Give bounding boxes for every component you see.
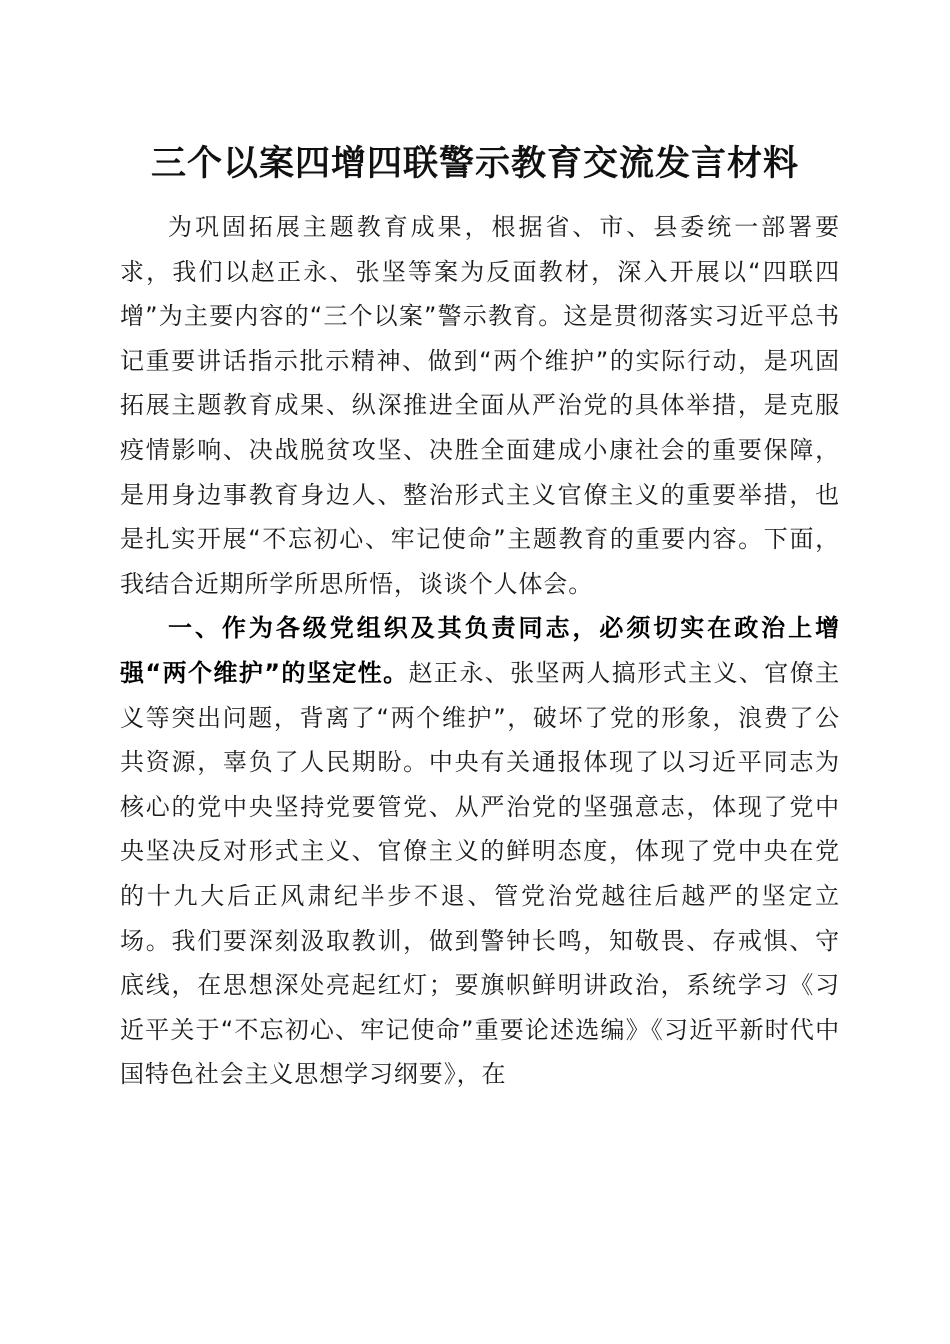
paragraph-intro [120, 205, 840, 606]
paragraph-section-one [120, 606, 840, 1097]
document-body [120, 205, 840, 1097]
document-title: 三个以案四增四联警示教育交流发言材料 [150, 143, 799, 184]
paragraph-intro-text: 为巩固拓展主题教育成果，根据省、市、县委统一部署要求，我们以赵正永、张坚等案为反面教材，深入开展以“四联四增”为主要内容的“三个以案”警示教育。这是贯彻落实习近平总书记重要讲话指示批示精神、做到“两个维护”的实际行动，是巩固拓展主题教育成果、纵深推进全面从严治党的具体举措，是克服疫情影响、决战脱贫攻坚、决胜全面建成小康社会的重要保障，是用身边事教育身边人、整治形式主义官僚主义的重要举措，也是扎实开展“不忘初心、牢记使命”主题教育的重要内容。下面，我结合近期所学所思所悟，谈谈个人体会。 [120, 213, 840, 598]
section-one-heading: 一、作为各级党组织及其负责同志，必须切实在政治上增强“两个维护”的坚定性。 [120, 614, 840, 687]
section-one-text: 赵正永、张坚两人搞形式主义、官僚主义等突出问题，背离了“两个维护”，破坏了党的形象，浪费了公共资源，辜负了人民期盼。中央有关通报体现了以习近平同志为核心的党中央坚持党要管党、从严治党的坚强意志，体现了党中央坚决反对形式主义、官僚主义的鲜明态度，体现了党中央在党的十九大后正风肃纪半步不退、管党治党越往后越严的坚定立场。我们要深刻汲取教训，做到警钟长鸣，知敬畏、存戒惧、守底线，在思想深处亮起红灯；要旗帜鲜明讲政治，系统学习《习近平关于“不忘初心、牢记使命”重要论述选编》《习近平新时代中国特色社会主义思想学习纲要》，在 [120, 658, 840, 1089]
